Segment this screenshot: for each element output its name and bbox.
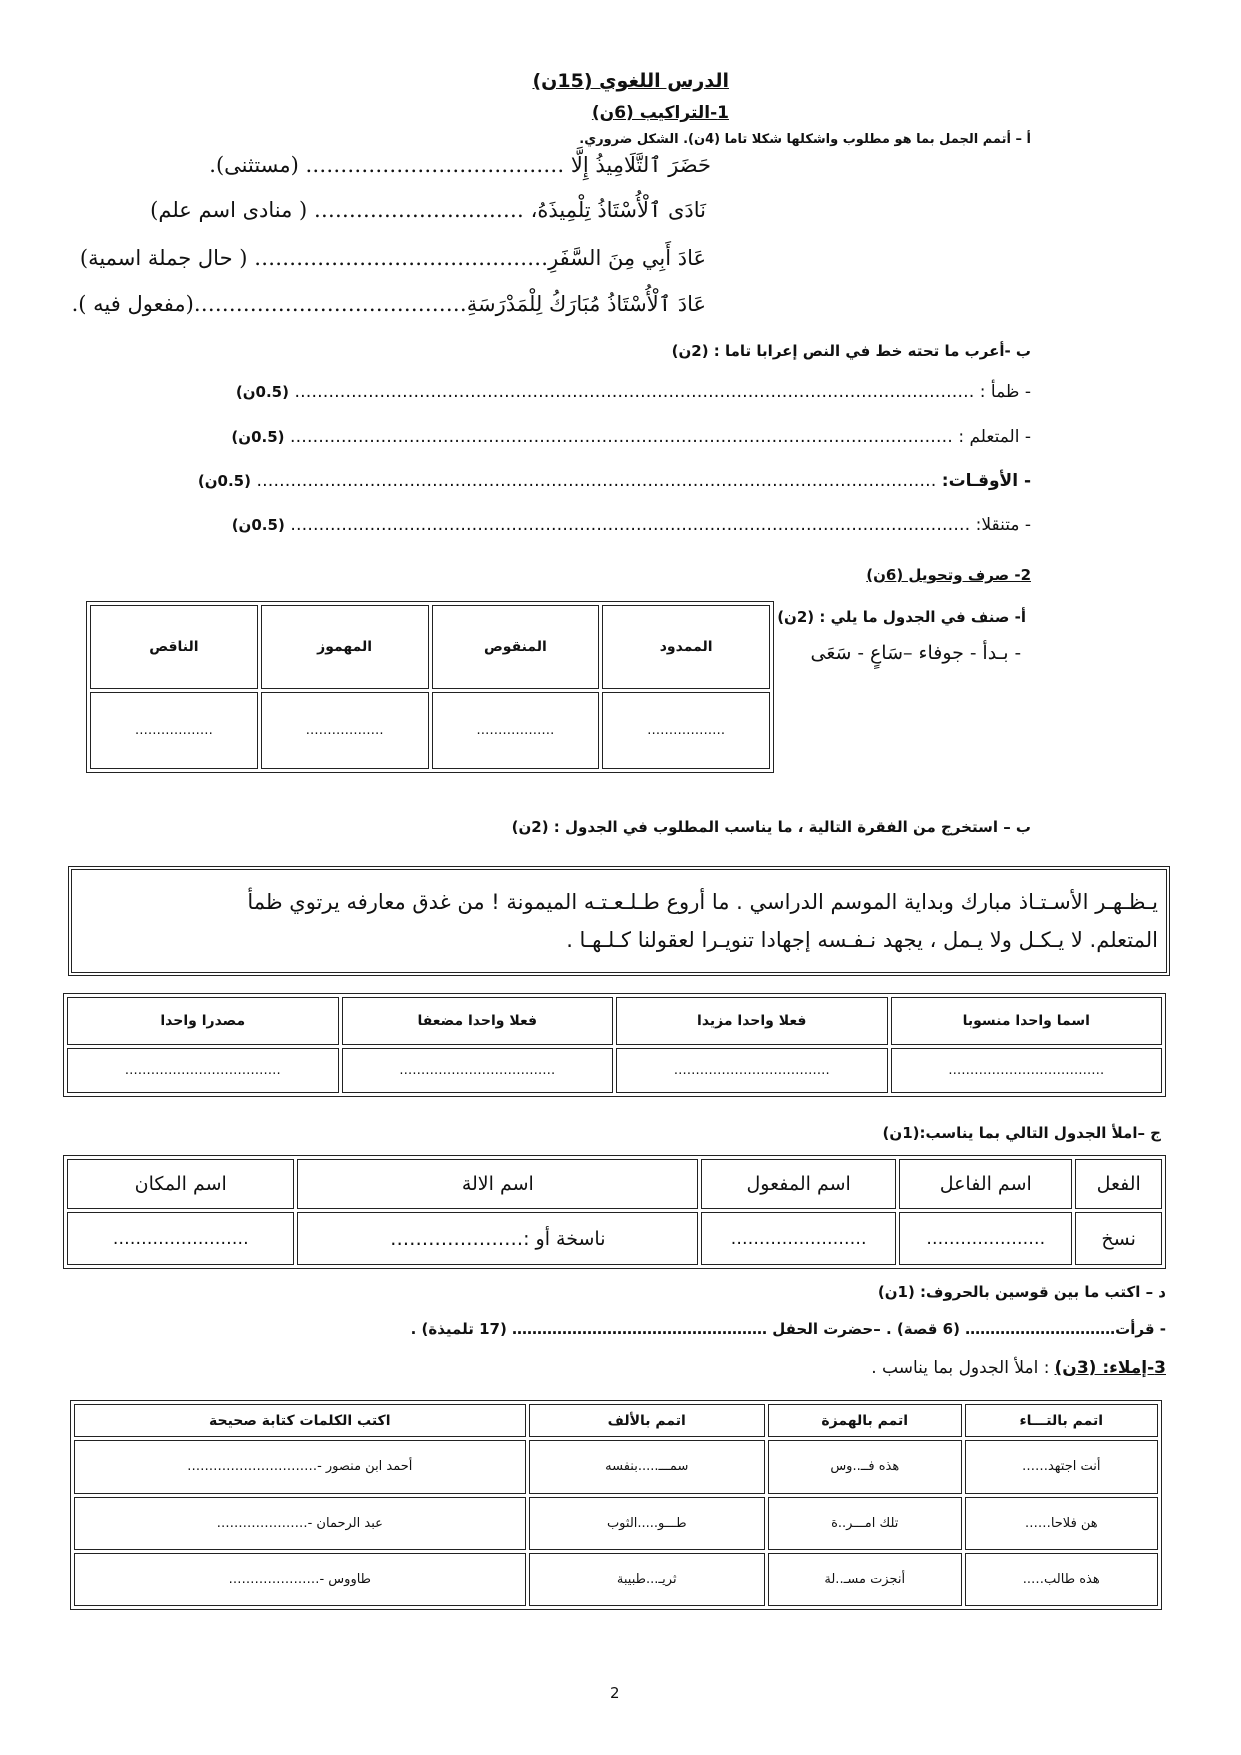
derivation-header: اسم الالة <box>297 1159 698 1209</box>
dictation-cell[interactable]: هذه طالب….. <box>965 1553 1159 1606</box>
dictation-table <box>70 1400 1162 1610</box>
section2-c-instruction: ج –املأ الجدول التالي بما يناسب:(1ن) <box>882 1124 1161 1142</box>
extract-header: فعلا واحدا مضعفا <box>342 997 614 1045</box>
derivation-cell[interactable]: …………………… <box>67 1212 294 1265</box>
page-number: 2 <box>610 1684 620 1702</box>
dictation-cell[interactable]: تلك امـــر..ة <box>768 1497 962 1550</box>
dictation-cell[interactable]: هن فلاحا…… <box>965 1497 1159 1550</box>
classify-cell[interactable]: ……………… <box>432 692 600 769</box>
derivation-cell[interactable]: …………………… <box>701 1212 896 1265</box>
part-b-word: - ظمأ : <box>979 382 1031 402</box>
part-b-dots: ………………………………………………………………………………………………………… <box>290 515 971 535</box>
paragraph-line-2: المتعلم. لا يـكـل ولا يـمل ، يجهد نـفـسه إجهادا تنويـرا لعقولنا كـلـهـا . <box>566 928 1158 952</box>
derivation-header: اسم المكان <box>67 1159 294 1209</box>
section2-b-instruction: ب – استخرج من الفقرة التالية ، ما يناسب المطلوب في الجدول : (2ن) <box>511 818 1031 836</box>
classify-header: المنقوص <box>432 605 600 689</box>
extract-cell[interactable]: ……………………………… <box>342 1048 614 1093</box>
extract-cell[interactable]: ……………………………… <box>616 1048 888 1093</box>
dictation-cell[interactable]: هذه فــ..وس <box>768 1440 962 1493</box>
section3-title: 3-إملاء: (3ن) <box>1054 1358 1166 1378</box>
section3-heading <box>871 1358 1166 1378</box>
dictation-header: اتمم بالهمزة <box>768 1404 962 1437</box>
derivation-header: اسم الفاعل <box>899 1159 1072 1209</box>
part-a-line-1: حَضَرَ ٱلتَّلَامِيذُ إِلَّا ………………………………. (مستثنى). <box>209 153 711 177</box>
dictation-cell[interactable]: طاووس -………………… <box>74 1553 526 1606</box>
part-b-word: - الأوقـات: <box>941 471 1031 491</box>
section2-a-words: - بـدأ - جوفاء –سَاعٍ - سَعَى <box>810 642 1021 664</box>
section2-title: 2- صرف وتحويل (6ن) <box>866 566 1031 584</box>
dictation-header: اتمم بالتـــاء <box>965 1404 1159 1437</box>
part-b-word: - المتعلم : <box>958 427 1031 447</box>
part-a-instruction: أ – أتمم الجمل بما هو مطلوب واشكلها شكلا تاما (4ن). الشكل ضروري. <box>579 132 1031 147</box>
part-b-instruction: ب -أعرب ما تحته خط في النص إعرابا تاما : (2ن) <box>671 342 1031 360</box>
part-a-line-2: نَادَى ٱلْأُسْتَاذُ تِلْمِيذَهُ، ………………………… ( منادى اسم علم) <box>150 198 706 222</box>
extract-header: اسما واحدا منسوبا <box>891 997 1163 1045</box>
part-b-score: (0.5ن) <box>197 472 251 490</box>
derivation-header: الفعل <box>1075 1159 1162 1209</box>
dictation-cell[interactable]: ثريـ...طبيبة <box>529 1553 766 1606</box>
part-b-score: (0.5ن) <box>235 383 289 401</box>
derivation-cell: نسخ <box>1075 1212 1162 1265</box>
extract-header: مصدرا واحدا <box>67 997 339 1045</box>
part-b-dots: ………………………………………………………………………………………………………… <box>294 382 975 402</box>
part-b-item-1 <box>111 382 1031 402</box>
dictation-cell[interactable]: أنجزت مسـ..لة <box>768 1553 962 1606</box>
part-b-item-2 <box>111 427 1031 447</box>
part-b-word: - متنقلا: <box>975 515 1031 535</box>
extract-table <box>63 993 1166 1097</box>
dictation-cell[interactable]: سمـــ.....بنفسه <box>529 1440 766 1493</box>
derivation-header: اسم المفعول <box>701 1159 896 1209</box>
derivation-table <box>63 1155 1166 1269</box>
dictation-cell[interactable]: أنت اجتهد…… <box>965 1440 1159 1493</box>
dictation-cell[interactable]: طـــو.....الثوب <box>529 1497 766 1550</box>
section2-a-instruction: أ- صنف في الجدول ما يلي : (2ن) <box>777 608 1026 626</box>
extract-cell[interactable]: ……………………………… <box>67 1048 339 1093</box>
section2-d-line: - قرأت………………………… (6 قصة) . –حضرت الحفل …………………………………………… (17 تلميذة) . <box>410 1320 1166 1338</box>
classify-table <box>86 601 774 773</box>
classify-header: الناقص <box>90 605 258 689</box>
part-b-score: (0.5ن) <box>231 428 285 446</box>
classify-cell[interactable]: ……………… <box>90 692 258 769</box>
part-a-line-4: عَادَ ٱلْأُسْتَاذُ مُبَارَكُ لِلْمَدْرَسَةِ…………………………………(مفعول فيه ). <box>71 292 706 316</box>
paragraph-box <box>68 866 1170 976</box>
dictation-cell[interactable]: عبد الرحمان -………………… <box>74 1497 526 1550</box>
extract-header: فعلا واحدا مزيدا <box>616 997 888 1045</box>
part-b-score: (0.5ن) <box>231 516 285 534</box>
classify-cell[interactable]: ……………… <box>602 692 770 769</box>
classify-header: المهموز <box>261 605 429 689</box>
part-b-item-4 <box>111 515 1031 535</box>
extract-cell[interactable]: ……………………………… <box>891 1048 1163 1093</box>
dictation-header: اكتب الكلمات كتابة صحيحة <box>74 1404 526 1437</box>
section2-d-instruction: د – اكتب ما بين قوسين بالحروف: (1ن) <box>877 1283 1166 1301</box>
dictation-header: اتمم بالألف <box>529 1404 766 1437</box>
part-a-line-3: عَادَ أَبِي مِنَ السَّفَرِ…………………………………… ( حال جملة اسمية) <box>79 246 706 270</box>
derivation-cell[interactable]: ناسخة أو :………………… <box>297 1212 698 1265</box>
classify-header: الممدود <box>602 605 770 689</box>
part-b-item-3 <box>111 471 1031 491</box>
section1-title: 1-التراكيب (6ن) <box>591 103 729 123</box>
part-b-dots: ………………………………………………………………………………………………………… <box>256 471 937 491</box>
part-b-dots: ……………………………………………………………………………………………………… <box>289 427 953 447</box>
classify-cell[interactable]: ……………… <box>261 692 429 769</box>
page-title: الدرس اللغوي (15ن) <box>532 70 729 92</box>
paragraph-line-1: يـظـهـر الأسـتـاذ مبارك وبداية الموسم الدراسي . ما أروع طـلـعـتـه الميمونة ! من غدق معارفه يرتوي ظمأ <box>247 890 1158 914</box>
section3-instruction: : املأ الجدول بما يناسب . <box>871 1358 1050 1378</box>
derivation-cell[interactable]: ………………… <box>899 1212 1072 1265</box>
dictation-cell[interactable]: أحمد ابن منصور -………………………… <box>74 1440 526 1493</box>
